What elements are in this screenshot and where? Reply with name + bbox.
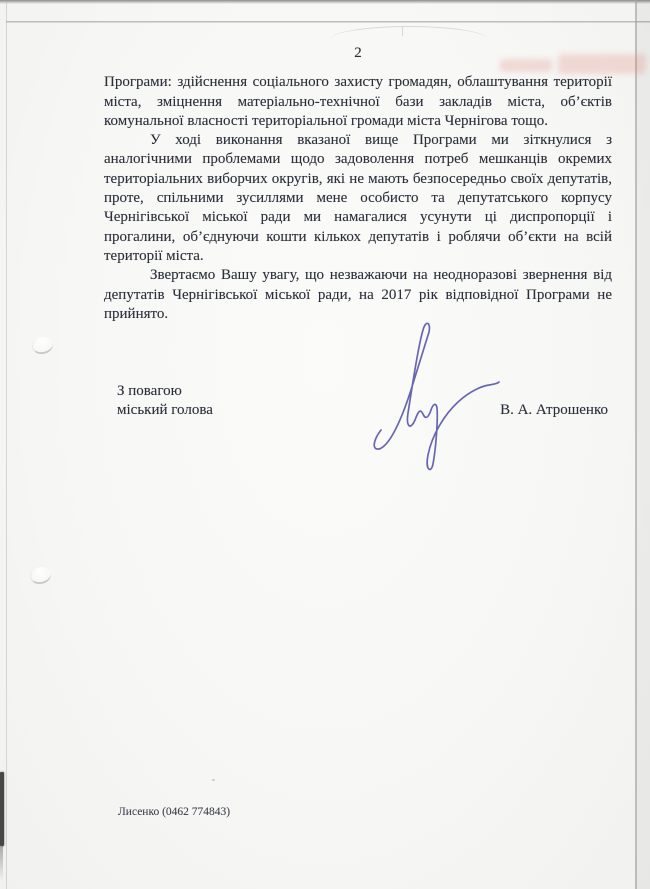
scan-page-left-edge <box>6 3 7 889</box>
scan-bottom-left-mark <box>0 772 4 846</box>
signer-title: міський голова <box>117 402 213 419</box>
scan-right-margin-shade <box>637 0 650 889</box>
closing-block <box>104 382 612 421</box>
letter-body <box>104 44 612 421</box>
signer-name: В. А. Атрошенко <box>500 402 608 419</box>
executor-contact: Лисенко (0462 774843) <box>118 806 231 818</box>
closing-salutation-block <box>104 382 213 421</box>
paragraph: Програми: здійснення соціального захисту громадян, облаштування території міста, зміцнення матеріально-технічної бази закладів міста, об’єктів комунальної власності територіальної громади міста Чернігова тощо. <box>104 74 612 129</box>
page-number: 2 <box>354 45 362 61</box>
scan-page-top-edge <box>6 21 650 23</box>
scan-speck <box>212 779 215 781</box>
scan-arc-tick <box>402 27 403 36</box>
paragraph: Звертаємо Вашу увагу, що незважаючи на неодноразові звернення від депутатів Чернігівської міської ради, на 2017 рік відповідної Програми не прийнято. <box>104 267 612 322</box>
paper-dent-mark <box>28 565 52 586</box>
scan-edge-top <box>0 0 650 4</box>
scan-bottom-left-fade <box>0 845 3 881</box>
paragraph: У ході виконання вказаної вище Програми ми зіткнулися з аналогічними проблемами щодо задоволення потреб мешканців окремих територіальних виборчих округів, які не мають безпосередньо своїх депутатів, проте, спільними зусиллями мене особисто та депутатського корпусу Чернігівської міської ради ми намагалися усунути ці диспропорції і прогалини, об’єднуючи кошти кількох депутатів і роблячи об’єкти на всій території міста. <box>104 132 612 264</box>
paper-dent-mark <box>30 335 54 356</box>
closing-salutation: З повагою <box>117 383 182 400</box>
